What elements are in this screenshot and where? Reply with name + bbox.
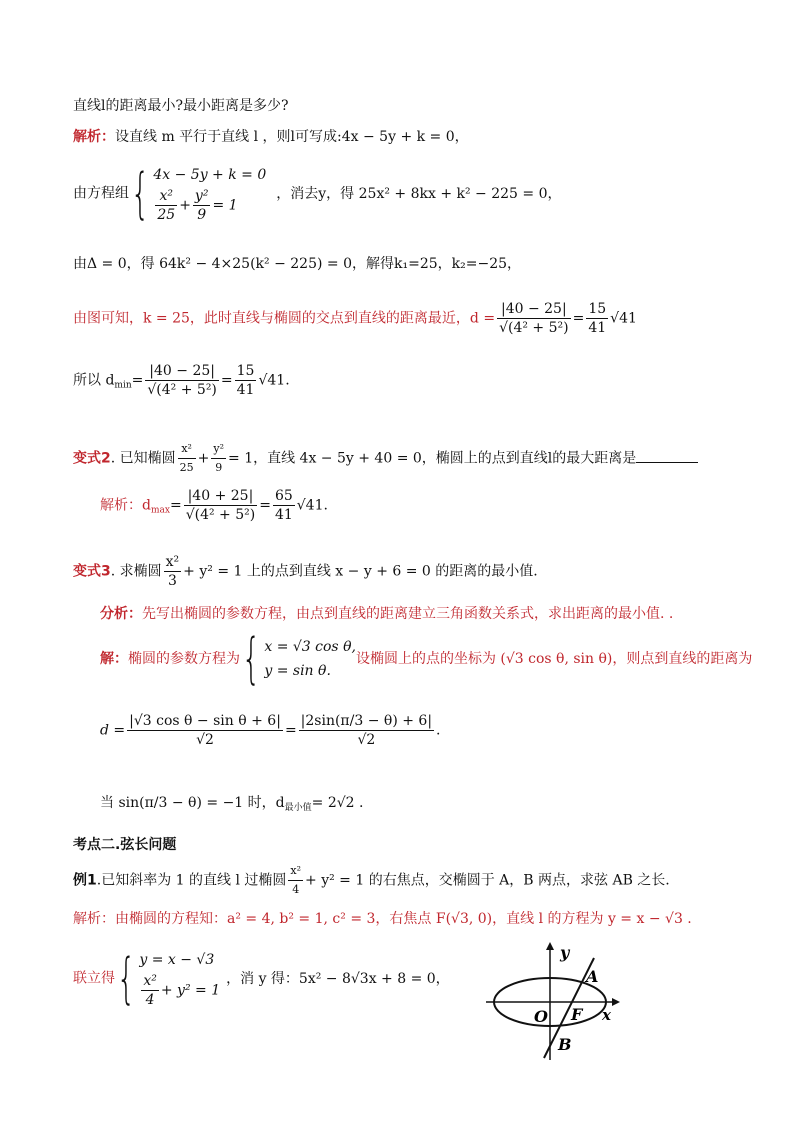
solution-1-line-1: 解析：设直线 m 平行于直线 l ，则l可写成:4x − 5y + k = 0， bbox=[73, 129, 469, 145]
example-1-question: 例1.已知斜率为 1 的直线 l 过椭圆 $\frac{\text{x²}}{4}$ + y² = 1 的右焦点，交椭圆于 A，B 两点，求弦 AB 之长. bbox=[73, 864, 670, 896]
variant-3-question: 变式3. 求椭圆 $\frac{\text{x²}}{3}$ + y² = 1 上的点到直线 x − y + 6 = 0 的距离的最小值. bbox=[73, 554, 538, 589]
delta-line: 由Δ = 0，得 64k² − 4×25(k² − 225) = 0，解得k₁=25，k₂=−25， bbox=[73, 256, 522, 272]
ellipse-figure bbox=[484, 940, 624, 1065]
variant-2-question: 变式2. 已知椭圆 $\frac{\text{x²}}{25}$ + $\frac{\text{y²}}{9}$ = 1，直线 4x − 5y + 40 = 0，椭圆上的点到直线l的最大距离是 bbox=[73, 440, 698, 480]
distance-formula: d = $\frac{\text{|√3 cos θ − sin θ + 6|}}{√2}$ = $\frac{|2\sin(\pi/3 - \theta) + 6|}{√2}$ . bbox=[100, 713, 441, 748]
from-figure-line: 由图可知，k = 25，此时直线与椭圆的交点到直线的距离最近，d = $\frac{|40 - 25|}{\text{√(4² + 5²)}}$ = $\frac{15}{41}$ √41 bbox=[73, 301, 637, 336]
variant-2-label: 变式2 bbox=[73, 450, 111, 467]
variant-3-label: 变式3 bbox=[73, 563, 111, 580]
example-1-solution: 解析：由椭圆的方程知：a² = 4, b² = 1, c² = 3，右焦点 F(√3, 0)，直线 l 的方程为 y = x − √3 . bbox=[73, 911, 692, 927]
label-o: O bbox=[534, 1007, 548, 1026]
label-b: B bbox=[558, 1035, 572, 1054]
variant-3-analysis: 分析：先写出椭圆的参数方程，由点到直线的距离建立三角函数关系式，求出距离的最小值. . bbox=[100, 606, 674, 622]
y-axis-arrow bbox=[546, 942, 554, 950]
equation-system-1: 由方程组{ 4x − 5y + k = 0 $\frac{\text{x²}}{25}$ + $\frac{\text{y²}}{9}$ = 1 ，消去y，得 25x² + 8kx + k² − 225 = 0， bbox=[73, 161, 562, 225]
topic-heading: 考点二.弦长问题 bbox=[73, 837, 177, 853]
x-axis-arrow bbox=[612, 998, 620, 1006]
label-x: x bbox=[602, 1006, 611, 1024]
brace: { bbox=[130, 161, 150, 225]
label-f: F bbox=[571, 1005, 583, 1024]
variant-3-solution: 解：椭圆的参数方程为{ x = √3 cos θ, y = sin θ. 设椭圆上的点的坐标为 (√3 cos θ, sin θ)，则点到直线的距离为 bbox=[100, 627, 753, 690]
variant-2-solution: 解析：$d_{max}=$ $\frac{|40 + 25|}{\text{√(4² + 5²)}}$ = $\frac{65}{41}$ √41. bbox=[100, 488, 328, 523]
question-intro: 直线l的距离最小?最小距离是多少? bbox=[73, 98, 289, 114]
min-condition: 当 sin(π/3 − θ) = −1 时，$d_{最小值}= 2√2$ . bbox=[100, 795, 364, 813]
example-1-system: 联立得{ y = x − √3 $\frac{\text{x²}}{4}$ + y² = 1 ，消 y 得：5x² − 8√3x + 8 = 0， bbox=[73, 946, 450, 1010]
label-a: A bbox=[586, 967, 599, 986]
solution-label: 解析 bbox=[73, 129, 101, 145]
answer-blank bbox=[636, 462, 698, 463]
min-distance-line: 所以 $d_{min}=$ $\frac{|40 - 25|}{\text{√(4² + 5²)}}$ = $\frac{15}{41}$ √41. bbox=[73, 363, 290, 398]
label-y: y bbox=[560, 943, 570, 962]
